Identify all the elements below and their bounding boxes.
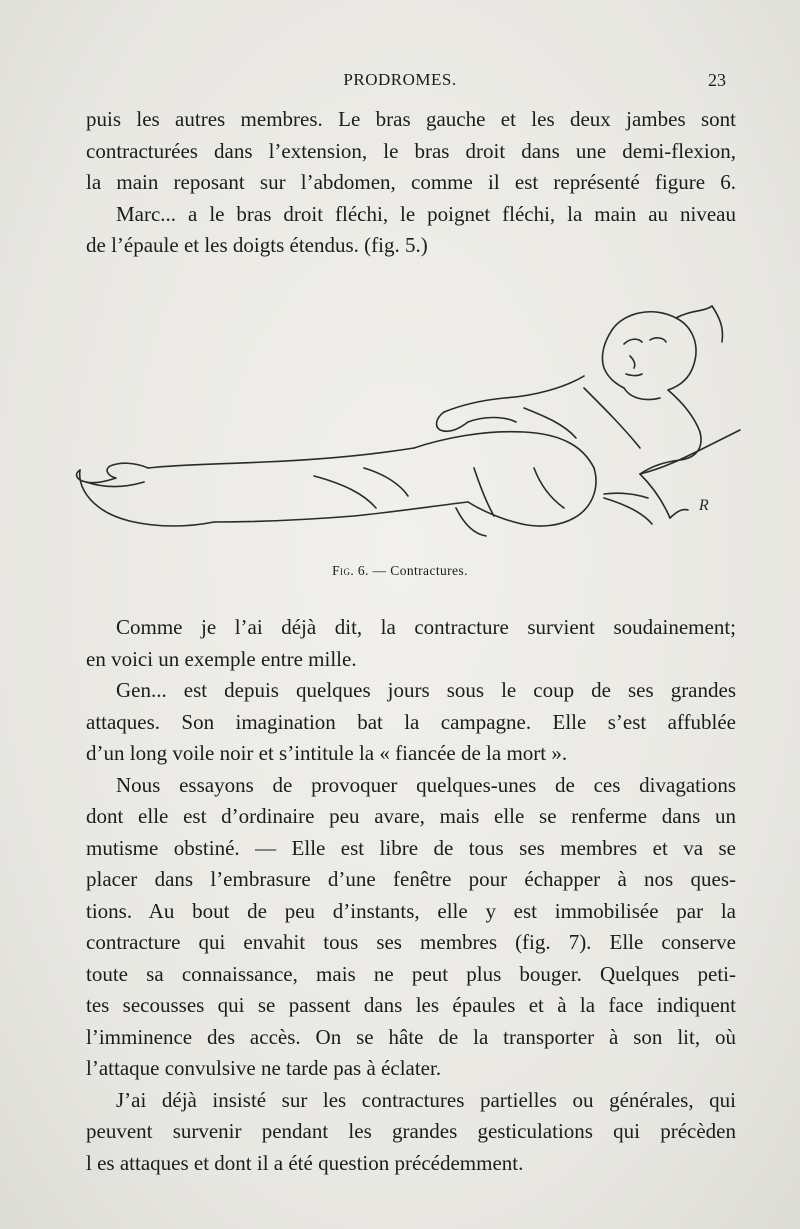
text-line: contracturées dans l’extension, le bras droit dans une demi-flexion, xyxy=(86,138,736,163)
text-line: J’ai déjà insisté sur les contractures partielles ou générales, qui xyxy=(116,1087,736,1112)
text-line: de l’épaule et les doigts étendus. (fig. 5.) xyxy=(86,233,428,257)
text-line: puis les autres membres. Le bras gauche et les deux jambes sont xyxy=(86,107,736,131)
artist-monogram xyxy=(696,494,718,516)
text-line: la main reposant sur l’abdomen, comme il est représenté figure 6. xyxy=(86,170,736,194)
body-text xyxy=(86,612,736,1179)
figure-label: Fig. 6. xyxy=(332,563,369,578)
figure-caption xyxy=(0,563,800,579)
text-line: placer dans l’embrasure d’une fenêtre pour échapper à nos ques- xyxy=(86,867,736,891)
svg-text:R: R xyxy=(698,497,709,515)
text-line: dont elle est d’ordinaire peu avare, mais elle se renferme dans un xyxy=(86,804,736,828)
text-line: Marc... a le bras droit fléchi, le poignet fléchi, la main au niveau xyxy=(116,201,736,226)
text-line: toute sa connaissance, mais ne peut plus bouger. Quelques peti- xyxy=(86,961,736,986)
text-line: tes secousses qui se passent dans les épaules et à la face indiquent xyxy=(86,993,736,1017)
reclining-figure-drawing xyxy=(64,298,754,548)
text-line: Nous essayons de provoquer quelques-unes de ces divagations xyxy=(116,772,736,797)
figure-title: Contractures. xyxy=(390,563,468,578)
text-line: l’attaque convulsive ne tarde pas à éclater. xyxy=(86,1056,442,1080)
text-line: en voici un exemple entre mille. xyxy=(86,646,357,671)
text-line: l’imminence des accès. On se hâte de la transporter à son lit, où xyxy=(86,1024,736,1049)
text-line: contracture qui envahit tous ses membres (fig. 7). Elle conserve xyxy=(86,930,736,954)
caption-dash: — xyxy=(372,563,387,578)
text-line: Gen... est depuis quelques jours sous le coup de ses grandes xyxy=(116,678,736,702)
text-line: l es attaques et dont il a été question précédemment. xyxy=(86,1150,524,1175)
text-line: tions. Au bout de peu d’instants, elle y est immobilisée par la xyxy=(86,898,736,923)
page-number: 23 xyxy=(708,70,726,90)
top-text xyxy=(86,104,736,262)
text-line: mutisme obstiné. — Elle est libre de tous ses membres et va se xyxy=(86,835,736,860)
text-line: Comme je l’ai déjà dit, la contracture survient soudainement; xyxy=(116,615,736,639)
running-head xyxy=(0,70,800,100)
text-line: peuvent survenir pendant les grandes gesticulations qui précèden xyxy=(86,1119,736,1143)
running-title: PRODROMES. xyxy=(343,70,457,89)
figure-illustration xyxy=(64,298,754,548)
text-line: attaques. Son imagination bat la campagne. Elle s’est affublée xyxy=(86,709,736,734)
text-line: d’un long voile noir et s’intitule la « fiancée de la mort ». xyxy=(86,741,568,765)
